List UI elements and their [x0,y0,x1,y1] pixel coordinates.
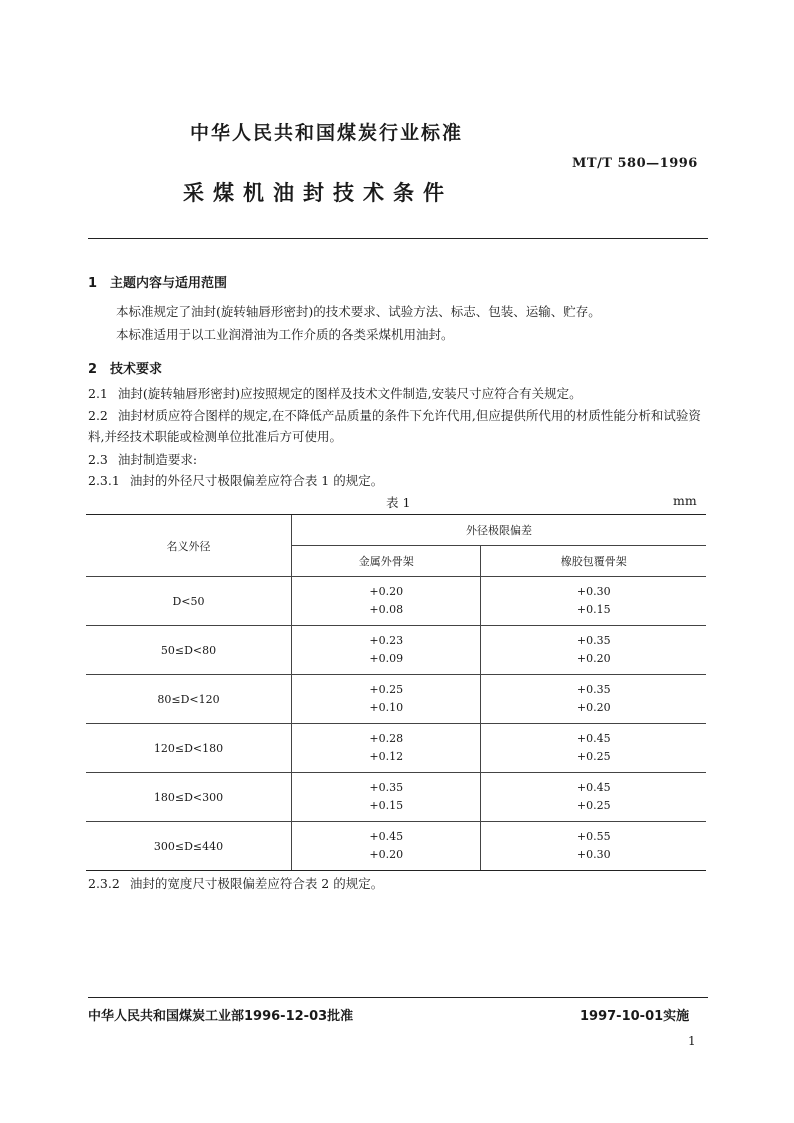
rubber-lower: +0.20 [576,701,611,714]
row-range: 300≤D≤440 [86,822,292,871]
metal-upper: +0.20 [369,585,404,598]
metal-lower: +0.10 [369,701,404,714]
org-title: 中华人民共和国煤炭行业标准 [190,122,464,144]
rubber-lower: +0.30 [576,848,611,861]
rubber-lower: +0.20 [576,652,611,665]
document-title: 采煤机油封技术条件 [183,181,453,205]
table-row [86,822,706,871]
clause-text: 油封的宽度尺寸极限偏差应符合表 2 的规定。 [129,876,384,891]
rubber-tolerance [481,626,706,675]
rubber-tolerance [481,577,706,626]
clause-number: 2.3 [88,452,108,467]
table-unit: mm [673,493,697,508]
rubber-tolerance [481,675,706,724]
rubber-tolerance [481,773,706,822]
clause-2-3-1 [88,470,713,491]
rubber-upper: +0.30 [576,585,611,598]
metal-tolerance [292,822,481,871]
rubber-upper: +0.45 [576,781,611,794]
tolerance-table [86,514,706,871]
row-range: D<50 [86,577,292,626]
clause-text: 油封(旋转轴唇形密封)应按照规定的图样及技术文件制造,安装尺寸应符合有关规定。 [117,386,582,401]
section-1-paragraph-2: 本标准适用于以工业润滑油为工作介质的各类采煤机用油封。 [116,327,454,342]
table-row [86,577,706,626]
page-number: 1 [688,1034,696,1048]
metal-lower: +0.09 [369,652,404,665]
section-2-heading [88,358,162,377]
section-2-title: 技术要求 [110,362,163,377]
footer-rule [88,997,708,998]
rubber-lower: +0.15 [576,603,611,616]
header-nominal-diameter: 名义外径 [86,515,292,577]
row-range: 120≤D<180 [86,724,292,773]
section-1-title: 主题内容与适用范围 [110,276,228,291]
clause-2-1 [88,383,713,404]
clause-number: 2.1 [88,386,108,401]
metal-upper: +0.45 [369,830,404,843]
metal-upper: +0.25 [369,683,404,696]
clause-number: 2.3.2 [88,876,120,891]
row-range: 80≤D<120 [86,675,292,724]
clause-2-2 [88,405,713,447]
approval-line: 中华人民共和国煤炭工业部1996-12-03批准 [88,1009,354,1024]
metal-tolerance [292,675,481,724]
clause-text: 油封的外径尺寸极限偏差应符合表 1 的规定。 [129,473,384,488]
metal-lower: +0.12 [369,750,404,763]
rubber-upper: +0.45 [576,732,611,745]
section-1-number: 1 [88,276,98,291]
table-row [86,773,706,822]
section-1-heading [88,272,227,291]
table-row [86,626,706,675]
table-row [86,724,706,773]
metal-upper: +0.35 [369,781,404,794]
header-metal-frame: 金属外骨架 [292,546,481,577]
section-1-paragraph-1: 本标准规定了油封(旋转轴唇形密封)的技术要求、试验方法、标志、包装、运输、贮存。 [116,304,601,319]
table-row [86,675,706,724]
clause-number: 2.2 [88,408,108,423]
rubber-upper: +0.35 [576,683,611,696]
table-caption: 表 1 [386,495,411,510]
rubber-upper: +0.35 [576,634,611,647]
metal-lower: +0.15 [369,799,404,812]
metal-lower: +0.08 [369,603,404,616]
section-2-number: 2 [88,362,98,377]
metal-lower: +0.20 [369,848,404,861]
metal-tolerance [292,626,481,675]
row-range: 180≤D<300 [86,773,292,822]
rubber-tolerance [481,822,706,871]
effective-date: 1997-10-01实施 [580,1009,690,1024]
clause-text: 油封材质应符合图样的规定,在不降低产品质量的条件下允许代用,但应提供所代用的材质性能分析和试验资料,并经技术职能或检测单位批准后方可使用。 [88,408,701,444]
metal-upper: +0.28 [369,732,404,745]
metal-tolerance [292,724,481,773]
header-tolerance-group: 外径极限偏差 [292,515,707,546]
rubber-lower: +0.25 [576,799,611,812]
clause-2-3 [88,449,713,470]
row-range: 50≤D<80 [86,626,292,675]
standard-number: MT/T 580—1996 [572,156,698,171]
clause-number: 2.3.1 [88,473,120,488]
metal-upper: +0.23 [369,634,404,647]
rubber-lower: +0.25 [576,750,611,763]
metal-tolerance [292,773,481,822]
clause-text: 油封制造要求: [117,452,198,467]
metal-tolerance [292,577,481,626]
header-rule [88,238,708,239]
rubber-tolerance [481,724,706,773]
header-rubber-frame: 橡胶包覆骨架 [481,546,706,577]
clause-2-3-2 [88,873,713,894]
rubber-upper: +0.55 [576,830,611,843]
